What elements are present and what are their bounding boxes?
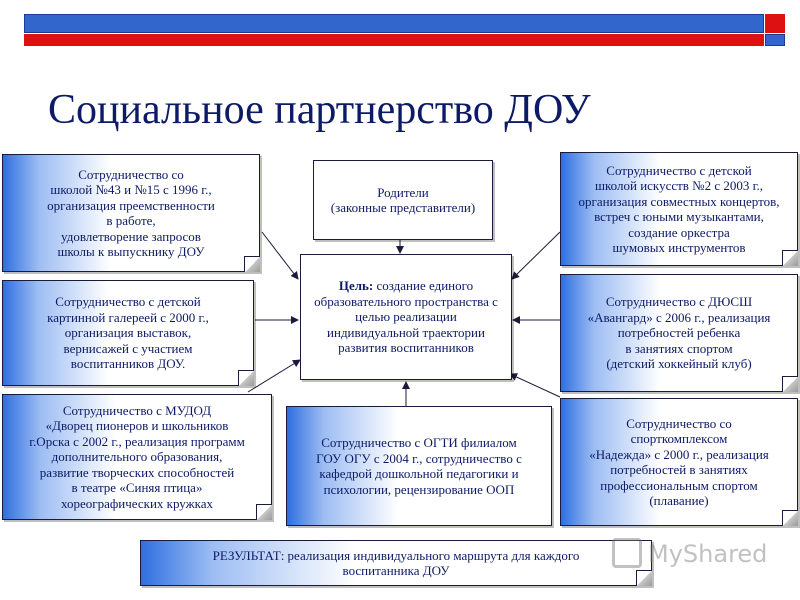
goal-content <box>309 278 503 356</box>
header-square-red <box>765 14 785 33</box>
mudod-partnership-text: Сотрудничество с МУДОД «Дворец пионеров и школьников г.Орска с 2002 г., реализация программ дополнительного образования, развитие творческих способностей в театре «Синяя птица» хореографических кружках <box>29 402 245 511</box>
goal-label: Цель: <box>338 278 374 294</box>
header-square-blue <box>765 34 785 46</box>
result-box <box>140 540 652 586</box>
page-fold <box>238 370 254 386</box>
sport-complex-partnership-text: Сотрудничество со спорткомплексом «Надежда» с 2000 г., реализация потребностей в занятиях профессиональным спортом (плавание) <box>589 415 769 508</box>
art-school-partnership-box <box>560 152 798 266</box>
goal-box <box>300 254 512 380</box>
school-partnership-text: Сотрудничество со школой №43 и №15 с 1996 г., организация преемственности в работе, удовлетворение запросов школы к выпускнику ДОУ <box>47 166 215 259</box>
parents-box <box>313 160 493 240</box>
dyussh-partnership-box <box>560 274 798 392</box>
page-fold <box>782 376 798 392</box>
gallery-partnership-box <box>2 280 254 386</box>
arrow-from-school <box>262 232 298 279</box>
page-fold <box>256 504 272 520</box>
gallery-partnership-text: Сотрудничество с детской картинной галереей с 2000 г., организация выставок, вернисажей с участием воспитанников ДОУ. <box>47 294 209 372</box>
result-text: РЕЗУЛЬТАТ: реализация индивидуального маршрута для каждого воспитанника ДОУ <box>212 547 580 578</box>
school-partnership-box <box>2 154 260 272</box>
arrow-from-sport-complex <box>510 374 560 397</box>
dyussh-partnership-text: Сотрудничество с ДЮСШ «Авангард» с 2006 г., реализация потребностей ребенка в занятиях спортом (детский хоккейный клуб) <box>587 294 771 372</box>
watermark-text: MyShared <box>648 540 768 568</box>
presentation-icon <box>612 538 642 568</box>
art-school-partnership-text: Сотрудничество с детской школой искусств №2 с 2003 г., организация совместных концертов, встреч с юными музыкантами, создание оркестра шумовых инструментов <box>578 162 780 255</box>
watermark <box>612 536 772 576</box>
arrow-from-art-school <box>512 232 560 279</box>
slide-title: Социальное партнерство ДОУ <box>48 87 591 133</box>
page-fold <box>782 510 798 526</box>
header-bar-red <box>24 34 764 46</box>
mudod-partnership-box <box>2 394 272 520</box>
sport-complex-partnership-box <box>560 398 798 526</box>
ogti-partnership-box <box>286 406 552 526</box>
ogti-partnership-text: Сотрудничество с ОГТИ филиалом ГОУ ОГУ с 2004 г., сотрудничество с кафедрой дошкольной педагогики и психологии, рецензирование ООП <box>316 435 522 497</box>
page-fold <box>244 256 260 272</box>
header-bar-blue <box>24 14 764 33</box>
page-fold <box>782 250 798 266</box>
arrow-from-mudod <box>248 360 300 392</box>
parents-text: Родители (законные представители) <box>330 184 476 215</box>
goal-text: создание единого образовательного пространства с целью реализации индивидуальной траектории развития воспитанников <box>314 278 498 356</box>
